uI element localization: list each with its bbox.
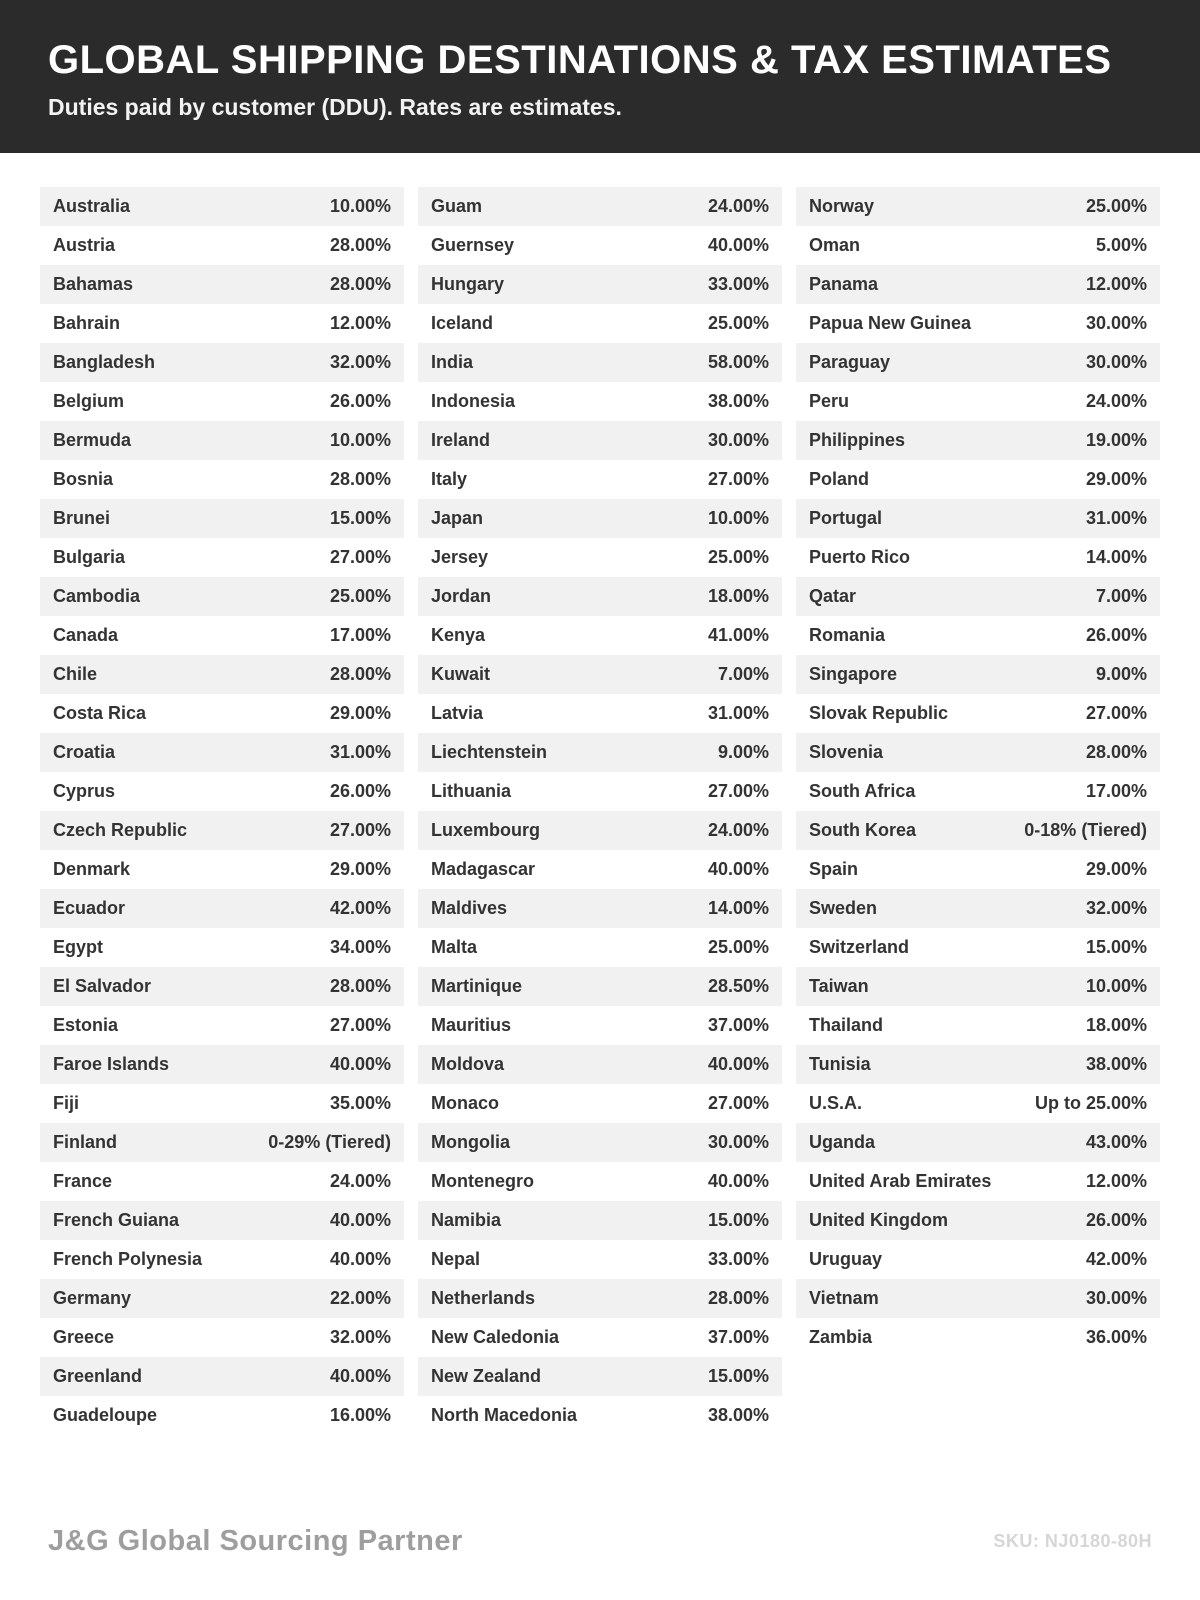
country-name: Jersey — [431, 547, 489, 567]
table-row — [40, 928, 404, 967]
country-name: Mongolia — [431, 1132, 510, 1152]
table-row — [418, 577, 782, 616]
tax-rate: 5.00% — [1095, 235, 1147, 255]
table-row — [40, 1240, 404, 1279]
tax-rate: 32.00% — [329, 352, 391, 372]
country-name: Bahrain — [53, 313, 121, 333]
tax-rate: 22.00% — [329, 1288, 391, 1308]
country-name: Tunisia — [809, 1054, 871, 1074]
country-name: Maldives — [431, 898, 508, 918]
tax-rate: 28.00% — [329, 664, 391, 684]
tax-rate: 25.00% — [1085, 196, 1147, 216]
table-row — [40, 265, 404, 304]
table-row — [418, 1279, 782, 1318]
tax-rate: 30.00% — [707, 1132, 769, 1152]
country-name: Brunei — [53, 508, 111, 528]
tax-rate: 12.00% — [329, 313, 391, 333]
country-name: Greece — [53, 1327, 115, 1347]
tax-rate: 28.00% — [1085, 742, 1147, 762]
tax-rate: 7.00% — [1095, 586, 1147, 606]
country-name: Bulgaria — [53, 547, 126, 567]
tax-rate: 27.00% — [1085, 703, 1147, 723]
tax-rate: 31.00% — [707, 703, 769, 723]
country-name: Australia — [53, 196, 131, 216]
country-name: Faroe Islands — [53, 1054, 170, 1074]
table-row — [796, 1006, 1160, 1045]
table-row — [418, 850, 782, 889]
tax-rate: 27.00% — [329, 1015, 391, 1035]
country-name: Thailand — [809, 1015, 884, 1035]
tax-rate: 28.00% — [329, 469, 391, 489]
table-row — [40, 655, 404, 694]
country-name: Switzerland — [809, 937, 910, 957]
tax-rate: Up to 25.00% — [1034, 1093, 1147, 1113]
table-row — [40, 382, 404, 421]
table-row — [40, 577, 404, 616]
tax-rate: 26.00% — [1085, 625, 1147, 645]
tax-rate: 38.00% — [1085, 1054, 1147, 1074]
country-name: Czech Republic — [53, 820, 188, 840]
tax-rate: 0-29% (Tiered) — [268, 1132, 391, 1152]
table-row — [40, 850, 404, 889]
tax-rate: 14.00% — [1085, 547, 1147, 567]
table-row — [796, 1240, 1160, 1279]
table-row — [796, 1201, 1160, 1240]
country-name: Chile — [53, 664, 98, 684]
tax-rate: 9.00% — [717, 742, 769, 762]
tax-rate: 28.00% — [329, 274, 391, 294]
country-name: France — [53, 1171, 113, 1191]
tax-rate: 42.00% — [1085, 1249, 1147, 1269]
country-name: Montenegro — [431, 1171, 534, 1191]
country-name: Slovak Republic — [809, 703, 949, 723]
rate-column-1 — [40, 187, 404, 1435]
country-name: Panama — [809, 274, 879, 294]
country-name: Puerto Rico — [809, 547, 911, 567]
table-row — [796, 577, 1160, 616]
table-row — [40, 811, 404, 850]
tax-rate: 7.00% — [717, 664, 769, 684]
country-name: Cambodia — [53, 586, 141, 606]
country-name: Oman — [809, 235, 861, 255]
table-row — [796, 1279, 1160, 1318]
tax-rate: 29.00% — [329, 859, 391, 879]
tax-rate: 24.00% — [329, 1171, 391, 1191]
country-name: Mauritius — [431, 1015, 512, 1035]
country-name: United Kingdom — [809, 1210, 948, 1230]
tax-rate: 29.00% — [1085, 859, 1147, 879]
table-row — [418, 1123, 782, 1162]
country-name: Philippines — [809, 430, 906, 450]
country-name: Sweden — [809, 898, 878, 918]
country-name: Ireland — [431, 430, 491, 450]
country-name: El Salvador — [53, 976, 152, 996]
table-row — [40, 616, 404, 655]
table-row — [418, 1396, 782, 1435]
table-row — [796, 421, 1160, 460]
country-name: Estonia — [53, 1015, 119, 1035]
table-row — [418, 772, 782, 811]
table-row — [796, 850, 1160, 889]
rate-column-2 — [418, 187, 782, 1435]
table-row — [418, 1084, 782, 1123]
country-name: Luxembourg — [431, 820, 541, 840]
country-name: U.S.A. — [809, 1093, 863, 1113]
tax-rate: 0-18% (Tiered) — [1024, 820, 1147, 840]
country-name: Iceland — [431, 313, 494, 333]
country-name: Vietnam — [809, 1288, 879, 1308]
table-row — [40, 226, 404, 265]
country-name: Bermuda — [53, 430, 132, 450]
table-row — [40, 460, 404, 499]
country-name: Canada — [53, 625, 119, 645]
tax-rate: 36.00% — [1085, 1327, 1147, 1347]
tax-rate: 28.00% — [707, 1288, 769, 1308]
tax-rate: 10.00% — [329, 196, 391, 216]
country-name: Japan — [431, 508, 484, 528]
table-row — [796, 1045, 1160, 1084]
table-row — [40, 499, 404, 538]
table-row — [418, 928, 782, 967]
tax-rate: 34.00% — [329, 937, 391, 957]
table-row — [796, 343, 1160, 382]
country-name: Kuwait — [431, 664, 491, 684]
country-name: Singapore — [809, 664, 898, 684]
header-banner — [0, 0, 1200, 153]
tax-rate: 40.00% — [329, 1366, 391, 1386]
table-row — [796, 265, 1160, 304]
table-row — [418, 421, 782, 460]
tax-rate: 10.00% — [707, 508, 769, 528]
tax-rate: 16.00% — [329, 1405, 391, 1425]
table-row — [418, 1240, 782, 1279]
table-row — [40, 1201, 404, 1240]
tax-rate: 15.00% — [329, 508, 391, 528]
tax-rate: 38.00% — [707, 391, 769, 411]
table-row — [40, 694, 404, 733]
table-row — [40, 1396, 404, 1435]
tax-rate: 30.00% — [1085, 313, 1147, 333]
table-row — [40, 967, 404, 1006]
tax-rate: 40.00% — [329, 1249, 391, 1269]
table-row — [40, 733, 404, 772]
country-name: Uruguay — [809, 1249, 883, 1269]
tax-rate: 28.50% — [707, 976, 769, 996]
table-row — [418, 889, 782, 928]
tax-rate: 10.00% — [1085, 976, 1147, 996]
country-name: Kenya — [431, 625, 486, 645]
tax-rate: 27.00% — [707, 469, 769, 489]
rates-table — [0, 153, 1200, 1435]
tax-rate: 43.00% — [1085, 1132, 1147, 1152]
country-name: South Africa — [809, 781, 916, 801]
country-name: Moldova — [431, 1054, 505, 1074]
tax-rate: 15.00% — [707, 1210, 769, 1230]
table-row — [796, 1318, 1160, 1357]
country-name: Monaco — [431, 1093, 500, 1113]
table-row — [796, 1162, 1160, 1201]
tax-rate: 29.00% — [329, 703, 391, 723]
country-name: Spain — [809, 859, 859, 879]
table-row — [418, 733, 782, 772]
table-row — [40, 1279, 404, 1318]
tax-rate: 32.00% — [329, 1327, 391, 1347]
table-row — [40, 187, 404, 226]
tax-rate: 35.00% — [329, 1093, 391, 1113]
table-row — [796, 499, 1160, 538]
tax-rate: 31.00% — [1085, 508, 1147, 528]
tax-rate: 12.00% — [1085, 1171, 1147, 1191]
table-row — [418, 1201, 782, 1240]
table-row — [418, 226, 782, 265]
country-name: Namibia — [431, 1210, 502, 1230]
table-row — [418, 1162, 782, 1201]
tax-rate: 10.00% — [329, 430, 391, 450]
tax-rate: 12.00% — [1085, 274, 1147, 294]
country-name: Paraguay — [809, 352, 891, 372]
table-row — [418, 382, 782, 421]
country-name: Nepal — [431, 1249, 481, 1269]
tax-rate: 40.00% — [707, 1171, 769, 1191]
sku-label: SKU: NJ0180-80H — [993, 1531, 1152, 1551]
tax-rate: 40.00% — [707, 859, 769, 879]
country-name: Indonesia — [431, 391, 516, 411]
country-name: India — [431, 352, 474, 372]
tax-rate: 27.00% — [707, 781, 769, 801]
country-name: Croatia — [53, 742, 116, 762]
country-name: Cyprus — [53, 781, 116, 801]
tax-rate: 29.00% — [1085, 469, 1147, 489]
country-name: Guernsey — [431, 235, 515, 255]
tax-rate: 17.00% — [329, 625, 391, 645]
country-name: Italy — [431, 469, 468, 489]
country-name: Romania — [809, 625, 886, 645]
country-name: Netherlands — [431, 1288, 536, 1308]
tax-rate: 30.00% — [707, 430, 769, 450]
table-row — [796, 967, 1160, 1006]
tax-rate: 30.00% — [1085, 1288, 1147, 1308]
tax-rate: 40.00% — [707, 1054, 769, 1074]
tax-rate: 24.00% — [707, 196, 769, 216]
tax-rate: 25.00% — [329, 586, 391, 606]
country-name: Zambia — [809, 1327, 873, 1347]
tax-rate: 40.00% — [329, 1054, 391, 1074]
table-row — [418, 616, 782, 655]
table-row — [796, 733, 1160, 772]
table-row — [40, 1006, 404, 1045]
country-name: Greenland — [53, 1366, 143, 1386]
table-row — [40, 1318, 404, 1357]
table-row — [418, 655, 782, 694]
tax-rate: 27.00% — [329, 820, 391, 840]
tax-rate: 24.00% — [1085, 391, 1147, 411]
tax-rate: 33.00% — [707, 1249, 769, 1269]
country-name: South Korea — [809, 820, 917, 840]
country-name: Qatar — [809, 586, 857, 606]
country-name: New Caledonia — [431, 1327, 560, 1347]
table-row — [418, 499, 782, 538]
country-name: United Arab Emirates — [809, 1171, 992, 1191]
table-row — [796, 187, 1160, 226]
tax-rate: 26.00% — [329, 781, 391, 801]
tax-rate: 41.00% — [707, 625, 769, 645]
tax-rate: 24.00% — [707, 820, 769, 840]
country-name: Denmark — [53, 859, 131, 879]
country-name: Poland — [809, 469, 870, 489]
table-row — [418, 460, 782, 499]
table-row — [40, 1045, 404, 1084]
tax-rate: 17.00% — [1085, 781, 1147, 801]
country-name: Hungary — [431, 274, 505, 294]
country-name: Papua New Guinea — [809, 313, 972, 333]
tax-rate: 25.00% — [707, 937, 769, 957]
tax-rate: 9.00% — [1095, 664, 1147, 684]
table-row — [418, 1006, 782, 1045]
tax-rate: 19.00% — [1085, 430, 1147, 450]
table-row — [796, 304, 1160, 343]
country-name: Austria — [53, 235, 116, 255]
table-row — [796, 772, 1160, 811]
tax-rate: 42.00% — [329, 898, 391, 918]
country-name: Liechtenstein — [431, 742, 548, 762]
table-row — [418, 811, 782, 850]
table-row — [40, 1162, 404, 1201]
country-name: Costa Rica — [53, 703, 147, 723]
country-name: Ecuador — [53, 898, 126, 918]
table-row — [40, 538, 404, 577]
table-row — [796, 538, 1160, 577]
country-name: French Guiana — [53, 1210, 180, 1230]
rate-column-3 — [796, 187, 1160, 1357]
tax-rate: 25.00% — [707, 547, 769, 567]
table-row — [796, 655, 1160, 694]
country-name: Egypt — [53, 937, 104, 957]
table-row — [796, 811, 1160, 850]
tax-rate: 30.00% — [1085, 352, 1147, 372]
tax-rate: 40.00% — [707, 235, 769, 255]
country-name: Finland — [53, 1132, 117, 1152]
tax-rate: 28.00% — [329, 976, 391, 996]
table-row — [40, 343, 404, 382]
table-row — [796, 382, 1160, 421]
table-row — [40, 304, 404, 343]
table-row — [40, 1357, 404, 1396]
country-name: Malta — [431, 937, 478, 957]
table-row — [796, 1084, 1160, 1123]
tax-rate: 14.00% — [707, 898, 769, 918]
tax-rate: 28.00% — [329, 235, 391, 255]
page-title: GLOBAL SHIPPING DESTINATIONS & TAX ESTIMATES — [48, 38, 1112, 82]
country-name: Bosnia — [53, 469, 114, 489]
country-name: Bangladesh — [53, 352, 156, 372]
tax-rate: 15.00% — [707, 1366, 769, 1386]
country-name: Norway — [809, 196, 875, 216]
tax-rate: 40.00% — [329, 1210, 391, 1230]
country-name: Peru — [809, 391, 850, 411]
table-row — [796, 694, 1160, 733]
country-name: Slovenia — [809, 742, 884, 762]
tax-rate: 27.00% — [329, 547, 391, 567]
country-name: Guam — [431, 196, 483, 216]
tax-rate: 26.00% — [1085, 1210, 1147, 1230]
country-name: Bahamas — [53, 274, 134, 294]
table-row — [796, 928, 1160, 967]
country-name: French Polynesia — [53, 1249, 203, 1269]
country-name: Martinique — [431, 976, 523, 996]
country-name: Fiji — [53, 1093, 79, 1113]
country-name: Germany — [53, 1288, 132, 1308]
table-row — [418, 187, 782, 226]
table-row — [40, 889, 404, 928]
country-name: Madagascar — [431, 859, 536, 879]
page-subtitle: Duties paid by customer (DDU). Rates are estimates. — [48, 94, 622, 120]
tax-rate: 31.00% — [329, 742, 391, 762]
table-row — [418, 343, 782, 382]
table-row — [796, 616, 1160, 655]
brand-name: J&G Global Sourcing Partner — [48, 1525, 463, 1557]
country-name: Lithuania — [431, 781, 511, 801]
table-row — [418, 1045, 782, 1084]
tax-rate: 37.00% — [707, 1327, 769, 1347]
table-row — [418, 304, 782, 343]
footer — [48, 1525, 1152, 1558]
table-row — [418, 1357, 782, 1396]
country-name: Uganda — [809, 1132, 876, 1152]
tax-rate: 25.00% — [707, 313, 769, 333]
table-row — [796, 226, 1160, 265]
country-name: Portugal — [809, 508, 883, 528]
table-row — [40, 421, 404, 460]
table-row — [796, 889, 1160, 928]
tax-rate: 15.00% — [1085, 937, 1147, 957]
country-name: Latvia — [431, 703, 484, 723]
tax-rate: 37.00% — [707, 1015, 769, 1035]
table-row — [418, 538, 782, 577]
table-row — [796, 1123, 1160, 1162]
tax-rate: 58.00% — [707, 352, 769, 372]
country-name: Taiwan — [809, 976, 869, 996]
tax-rate: 38.00% — [707, 1405, 769, 1425]
country-name: Belgium — [53, 391, 125, 411]
tax-rate: 32.00% — [1085, 898, 1147, 918]
table-row — [418, 265, 782, 304]
table-row — [418, 967, 782, 1006]
table-row — [418, 694, 782, 733]
table-row — [40, 1084, 404, 1123]
tax-rate: 18.00% — [707, 586, 769, 606]
country-name: North Macedonia — [431, 1405, 578, 1425]
country-name: Guadeloupe — [53, 1405, 158, 1425]
tax-rate: 26.00% — [329, 391, 391, 411]
table-row — [40, 1123, 404, 1162]
country-name: New Zealand — [431, 1366, 542, 1386]
table-row — [796, 460, 1160, 499]
country-name: Jordan — [431, 586, 492, 606]
tax-rate: 27.00% — [707, 1093, 769, 1113]
tax-rate: 33.00% — [707, 274, 769, 294]
table-row — [418, 1318, 782, 1357]
tax-rate: 18.00% — [1085, 1015, 1147, 1035]
table-row — [40, 772, 404, 811]
